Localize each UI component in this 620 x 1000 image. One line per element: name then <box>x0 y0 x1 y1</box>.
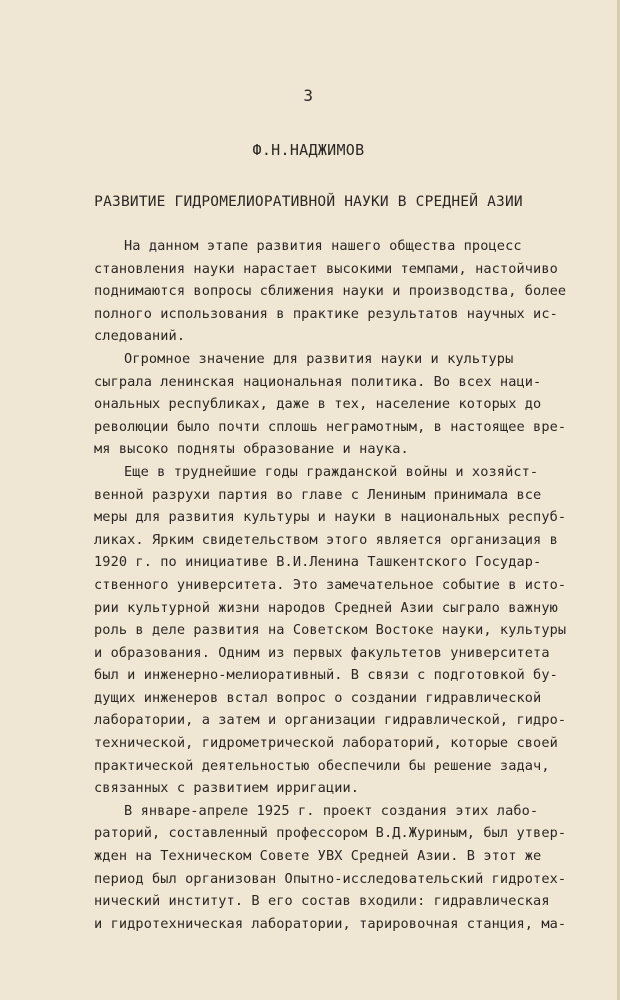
text-line: технической, гидрометрической лабораторий, которые своей <box>94 735 558 752</box>
text-line: ликах. Ярким свидетельством этого является организация в <box>94 531 558 548</box>
text-line: революции было почти сплошь неграмотным, в настоящее вре- <box>94 418 567 435</box>
text-line: Огромное значение для развития науки и культуры <box>124 350 514 367</box>
text-line: сыграла ленинская национальная политика. Во всех наци- <box>94 373 542 390</box>
text-line: поднимаются вопросы сближения науки и производства, более <box>94 283 567 300</box>
text-line: становления науки нарастает высокими темпами, настойчиво <box>94 260 558 277</box>
text-line: нический институт. В его состав входили: гидравлическая <box>94 893 550 910</box>
text-line: На данном этапе развития нашего общества процесс <box>124 238 522 254</box>
text-line: раторий, составленный профессором В.Д.Журиным, был утвер- <box>94 825 567 842</box>
text-line: венной разрухи партия во главе с Лениным принимала все <box>94 486 542 503</box>
article-title: РАЗВИТИЕ ГИДРОМЕЛИОРАТИВНОЙ НАУКИ В СРЕДНЕЙ АЗИИ <box>94 194 523 210</box>
text-line: Еще в труднейшие годы гражданской войны и хозяйст- <box>124 463 539 480</box>
text-line: В январе-апреле 1925 г. проект создания этих лабо- <box>124 802 539 819</box>
text-line: полного использования в практике результатов научных ис- <box>94 305 558 322</box>
page-number: 3 <box>303 86 314 105</box>
text-line: 1920 г. по инициативе В.И.Ленина Ташкентского Государ- <box>94 554 542 571</box>
text-line: меры для развития культуры и науки в национальных респуб- <box>94 509 567 526</box>
text-line: связанных с развитием ирригации. <box>94 780 360 797</box>
text-line: дущих инженеров встал вопрос о создании гидравлической <box>94 689 542 706</box>
text-line: практической деятельностью обеспечили бы решение задач, <box>94 757 550 774</box>
text-line: рии культурной жизни народов Средней Азии сыграло важную <box>94 599 558 616</box>
body-text <box>94 235 567 935</box>
author-name: Ф.Н.НАДЖИМОВ <box>252 141 365 159</box>
text-line: мя высоко подняты образование и наука. <box>94 441 409 458</box>
text-line: ственного университета. Это замечательное событие в исто- <box>94 576 567 593</box>
text-line: роль в деле развития на Советском Востоке науки, культуры <box>94 622 567 639</box>
text-line: период был организован Опытно-исследовательский гидротех- <box>94 870 567 887</box>
text-line: и образования. Одним из первых факультетов университета <box>94 644 550 661</box>
text-line: лаборатории, а затем и организации гидравлической, гидро- <box>94 712 567 729</box>
text-line: и гидротехническая лаборатории, тарировочная станция, ма- <box>94 915 567 932</box>
text-line: жден на Техническом Совете УВХ Средней Азии. В этот же <box>94 848 542 865</box>
text-line: ональных республиках, даже в тех, население которых до <box>94 396 542 413</box>
text-line: был и инженерно-мелиоративный. В связи с подготовкой бу- <box>94 667 558 684</box>
text-line: следований. <box>94 328 186 345</box>
